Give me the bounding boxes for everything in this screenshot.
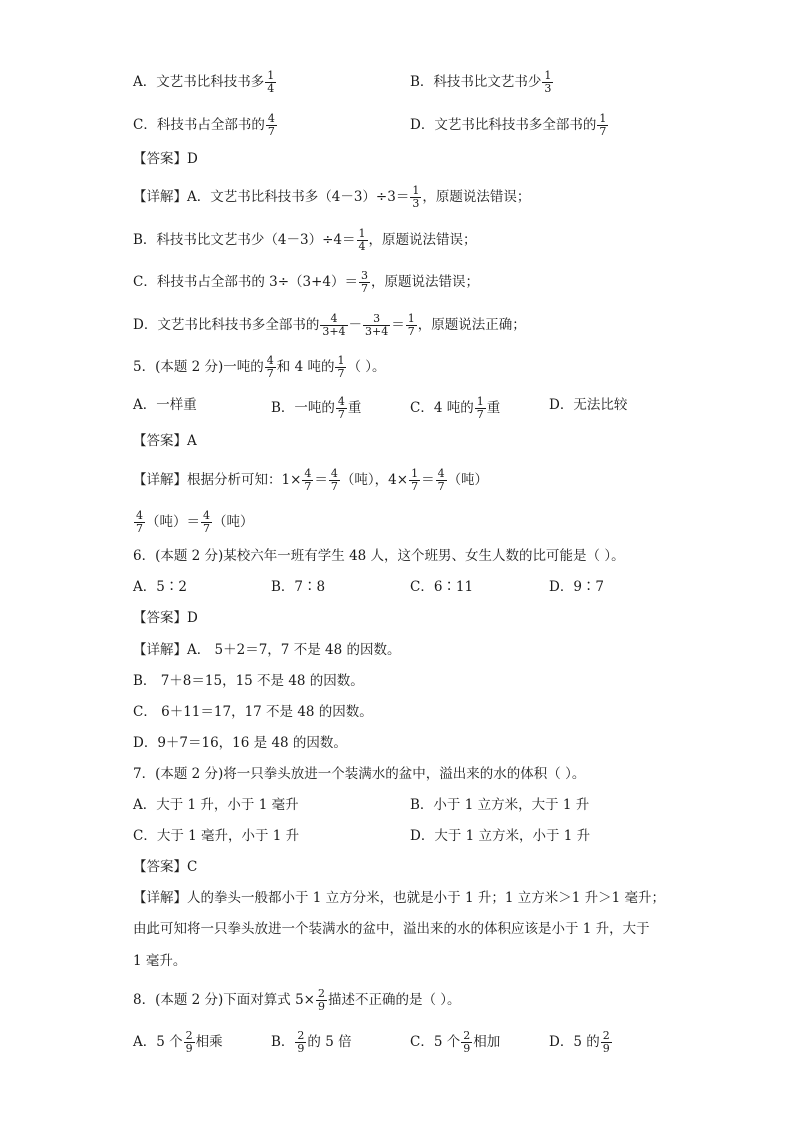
denominator: 9 (463, 1042, 471, 1055)
fraction (320, 313, 347, 338)
q7-stem: 7．(本题 2 分)将一只拳头放进一个装满水的盆中，溢出来的水的体积（ ）。 (133, 766, 586, 782)
q4-option-a (133, 70, 277, 95)
denominator: 7 (437, 480, 445, 493)
q8-option-a (133, 1030, 223, 1055)
q6-answer: 【答案】D (133, 610, 198, 626)
numerator: 4 (266, 354, 274, 367)
stem-text: 描述不正确的是（ ）。 (328, 992, 461, 1008)
denominator: 7 (203, 522, 210, 535)
q4-option-c (133, 113, 278, 138)
fraction (436, 468, 447, 493)
denominator: 4 (358, 240, 366, 253)
q5-option-a: A．一样重 (133, 397, 197, 413)
option-text: B． (271, 1034, 295, 1050)
denominator: 7 (266, 367, 274, 380)
stem-text: 5．(本题 2 分)一吨的 (133, 359, 264, 375)
numerator: 1 (412, 184, 420, 197)
detail-text: 【详解】A．文艺书比科技书多（4－3）÷3＝ (133, 189, 410, 205)
stem-text: （ ）。 (347, 359, 386, 375)
operator: ＝ (421, 472, 435, 488)
operator: ＝ (391, 317, 405, 333)
q7-detail-line-2: 由此可知将一只拳头放进一个装满水的盆中，溢出来的水的体积应该是小于 1 升，大于 (133, 921, 650, 937)
denominator: 9 (602, 1042, 610, 1055)
numerator: 1 (267, 69, 275, 82)
q7-detail-line-3: 1 毫升。 (133, 953, 187, 969)
operator: ＝ (314, 472, 328, 488)
fraction (266, 113, 277, 138)
stem-text: 8．(本题 2 分)下面对算式 5× (133, 992, 315, 1008)
q6-option-c: C．6∶11 (410, 579, 474, 595)
fraction (184, 1030, 195, 1055)
denominator: 4 (267, 82, 275, 95)
denominator: 7 (476, 408, 484, 421)
q6-stem: 6．(本题 2 分)某校六年一班有学生 48 人，这个班男、女生人数的比可能是（ ）。 (133, 548, 625, 564)
fraction (597, 113, 608, 138)
detail-text: ，原题说法错误； (371, 274, 480, 290)
option-text: B．一吨的 (271, 400, 335, 416)
denominator: 7 (599, 125, 607, 138)
numerator: 4 (136, 509, 143, 522)
numerator: 3 (361, 269, 369, 282)
fraction (336, 396, 347, 421)
q4-detail-line-4 (133, 313, 526, 338)
option-text: 相乘 (195, 1034, 223, 1050)
stem-text: 和 4 吨的 (276, 359, 335, 375)
denominator: 9 (185, 1042, 193, 1055)
q6-detail-line-3: C． 6＋11＝17，17 不是 48 的因数。 (133, 704, 373, 720)
denominator: 7 (337, 408, 345, 421)
denominator: 9 (318, 1000, 325, 1013)
fraction (359, 270, 370, 295)
fraction (406, 313, 417, 338)
detail-text: ，原题说法错误； (422, 189, 531, 205)
fraction (265, 355, 276, 380)
denominator: 7 (136, 522, 143, 535)
denominator: 7 (411, 480, 419, 493)
q5-option-b (271, 396, 361, 421)
option-text: A．文艺书比科技书多 (133, 74, 265, 90)
q7-option-a: A．大于 1 升，小于 1 毫升 (133, 797, 299, 813)
q6-detail-line-4: D．9＋7＝16，16 是 48 的因数。 (133, 735, 347, 751)
denominator: 3 (412, 197, 420, 210)
option-text: A．5 个 (133, 1034, 183, 1050)
fraction (409, 468, 420, 493)
q8-option-c (410, 1030, 500, 1055)
option-text: D．文艺书比科技书多全部书的 (410, 117, 597, 133)
numerator: 1 (358, 227, 366, 240)
option-text: B．科技书比文艺书少 (410, 74, 542, 90)
q6-detail-line-1: 【详解】A． 5＋2＝7，7 不是 48 的因数。 (133, 642, 401, 658)
numerator: 4 (330, 467, 338, 480)
option-text: 的 5 倍 (307, 1034, 352, 1050)
detail-text: B．科技书比文艺书少（4－3）÷4＝ (133, 232, 356, 248)
denominator: 9 (297, 1042, 305, 1055)
numerator: 4 (337, 395, 345, 408)
fraction (461, 1030, 472, 1055)
fraction (316, 988, 327, 1013)
option-text: C．4 吨的 (410, 400, 474, 416)
q4-answer: 【答案】D (133, 151, 198, 167)
option-text: 相加 (473, 1034, 501, 1050)
numerator: 1 (407, 312, 415, 325)
detail-text: （吨）＝ (146, 514, 200, 530)
fraction (295, 1030, 306, 1055)
denominator: 7 (361, 282, 369, 295)
numerator: 2 (185, 1029, 193, 1042)
numerator: 2 (602, 1029, 610, 1042)
numerator: 2 (463, 1029, 471, 1042)
q7-answer: 【答案】C (133, 859, 198, 875)
detail-text: ，原题说法正确； (417, 317, 526, 333)
numerator: 4 (203, 509, 210, 522)
denominator: 3+4 (322, 325, 346, 338)
fraction (201, 510, 212, 535)
fraction (302, 468, 313, 493)
numerator: 4 (304, 467, 312, 480)
fraction (410, 185, 421, 210)
fraction (335, 355, 346, 380)
q6-option-d: D．9∶7 (549, 579, 605, 595)
numerator: 1 (337, 354, 345, 367)
detail-text: 【详解】根据分析可知：1× (133, 472, 302, 488)
q5-detail-line-1 (133, 468, 488, 493)
option-text: 重 (347, 400, 362, 416)
numerator: 2 (318, 987, 325, 1000)
numerator: 1 (411, 467, 419, 480)
q8-stem (133, 988, 461, 1013)
option-text: 重 (486, 400, 501, 416)
denominator: 7 (267, 125, 275, 138)
fraction (265, 70, 276, 95)
denominator: 3 (544, 82, 552, 95)
q8-option-d (549, 1030, 613, 1055)
q6-option-b: B．7∶8 (271, 579, 326, 595)
numerator: 1 (476, 395, 484, 408)
q7-option-b: B．小于 1 立方米，大于 1 升 (410, 797, 590, 813)
detail-text: D．文艺书比科技书多全部书的 (133, 317, 320, 333)
q8-option-b (271, 1030, 352, 1055)
q7-option-d: D．大于 1 立方米，小于 1 升 (410, 828, 591, 844)
numerator: 4 (267, 112, 275, 125)
numerator: 4 (330, 312, 338, 325)
q7-detail-line-1: 【详解】人的拳头一般都小于 1 立方分米，也就是小于 1 升；1 立方米＞1 升＞1 毫升； (133, 890, 665, 906)
denominator: 3+4 (365, 325, 389, 338)
numerator: 2 (297, 1029, 305, 1042)
fraction (601, 1030, 612, 1055)
operator: － (348, 317, 363, 333)
option-text: C．科技书占全部书的 (133, 117, 265, 133)
q4-detail-line-1 (133, 185, 530, 210)
q6-option-a: A．5∶2 (133, 579, 187, 595)
detail-text: ，原题说法错误； (368, 232, 477, 248)
detail-text: （吨），4× (340, 472, 409, 488)
q5-stem (133, 355, 386, 380)
denominator: 7 (330, 480, 338, 493)
fraction (363, 313, 390, 338)
q4-detail-line-3 (133, 270, 479, 295)
q5-option-c (410, 396, 500, 421)
detail-text: C．科技书占全部书的 3÷（3+4）＝ (133, 274, 359, 290)
option-text: D．5 的 (549, 1034, 600, 1050)
detail-text: （吨） (447, 472, 489, 488)
denominator: 7 (337, 367, 345, 380)
q4-option-b (410, 70, 554, 95)
option-text: C．5 个 (410, 1034, 461, 1050)
fraction (357, 228, 368, 253)
detail-text: （吨） (213, 514, 254, 530)
q5-answer: 【答案】A (133, 433, 197, 449)
fraction (475, 396, 486, 421)
fraction (329, 468, 340, 493)
numerator: 3 (373, 312, 381, 325)
denominator: 7 (304, 480, 312, 493)
numerator: 1 (599, 112, 607, 125)
fraction (134, 510, 145, 535)
numerator: 4 (437, 467, 445, 480)
q4-option-d (410, 113, 609, 138)
denominator: 7 (407, 325, 415, 338)
q7-option-c: C．大于 1 毫升，小于 1 升 (133, 828, 300, 844)
q5-detail-line-2 (133, 510, 254, 535)
numerator: 1 (544, 69, 552, 82)
fraction (542, 70, 553, 95)
q5-option-d: D．无法比较 (549, 397, 628, 413)
q6-detail-line-2: B． 7＋8＝15，15 不是 48 的因数。 (133, 673, 364, 689)
q4-detail-line-2 (133, 228, 477, 253)
